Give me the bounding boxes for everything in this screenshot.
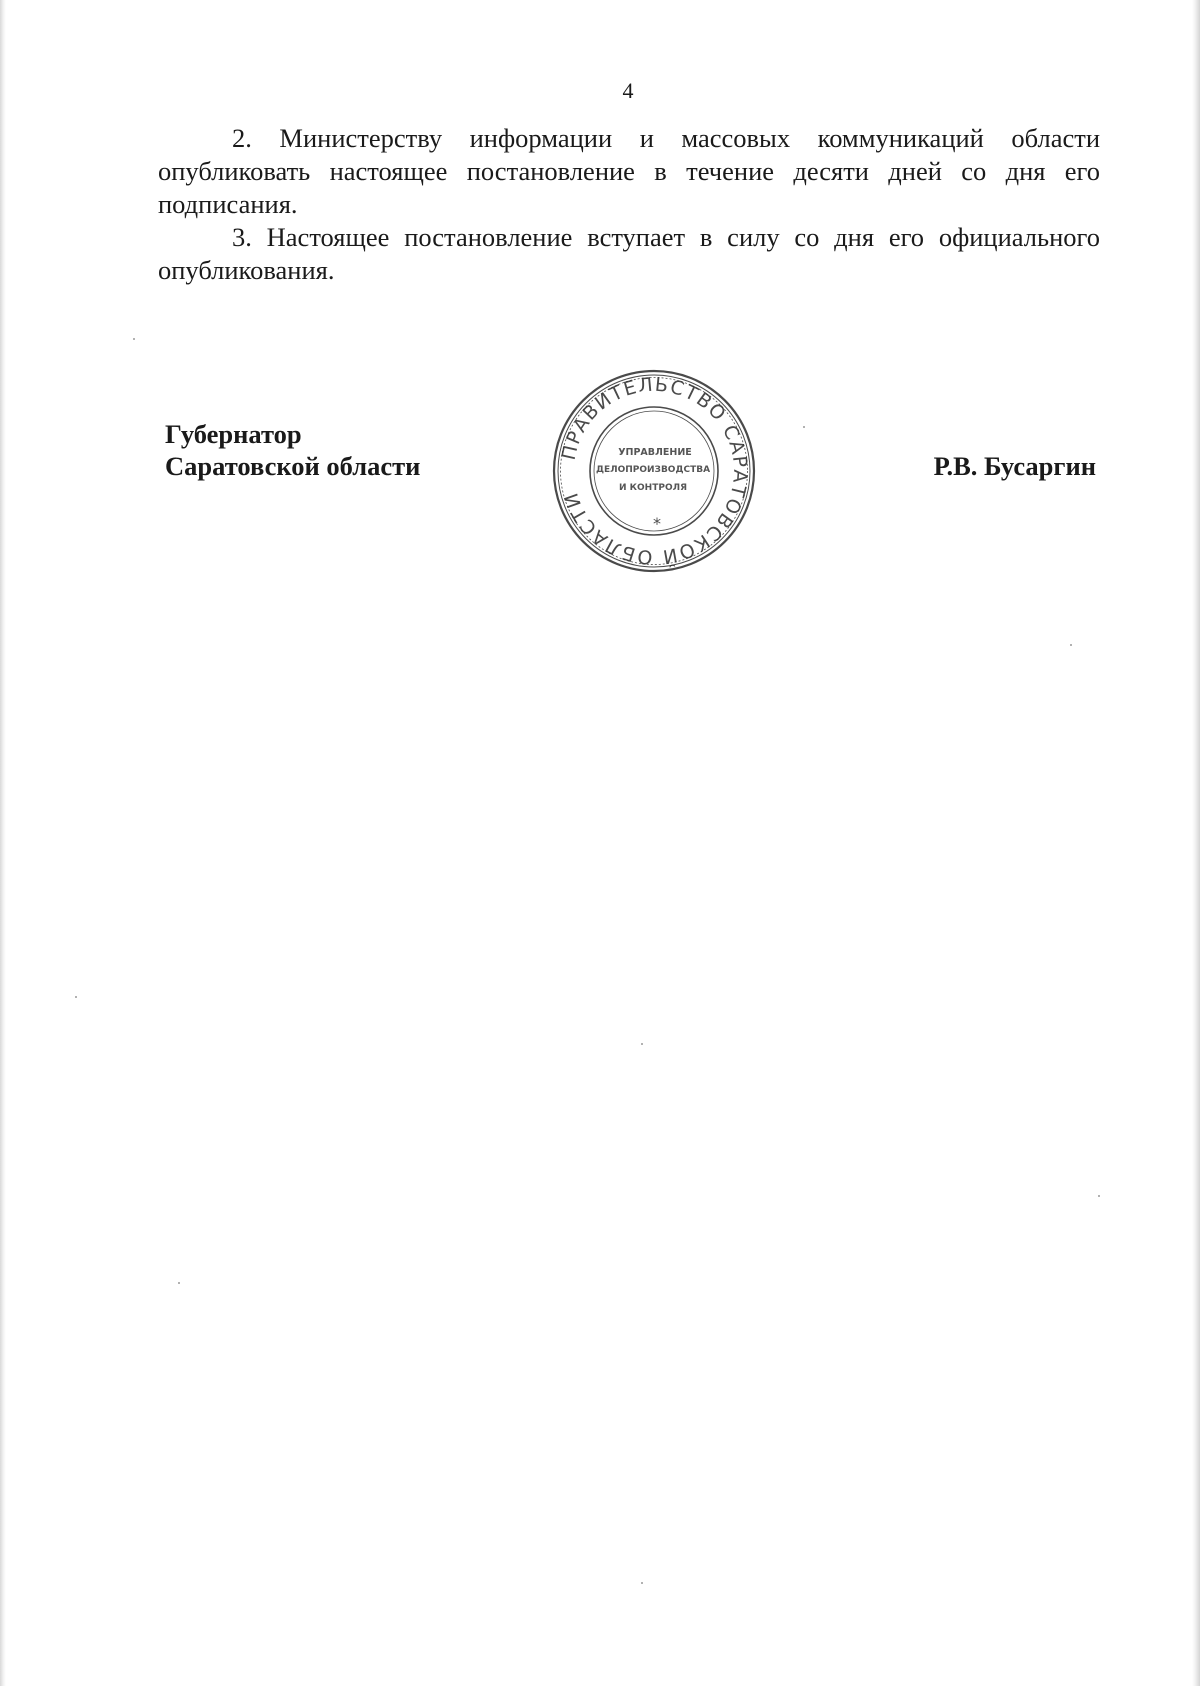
scan-speck xyxy=(641,1582,643,1584)
scan-speck xyxy=(803,426,805,428)
scan-edge-right xyxy=(1192,0,1200,1686)
signatory-position-line2: Саратовской области xyxy=(165,451,421,481)
scan-edge-left xyxy=(0,0,6,1686)
signatory-position-line1: Губернатор xyxy=(165,419,302,449)
seal-inner-line3: И КОНТРОЛЯ xyxy=(619,483,687,493)
seal-graphic xyxy=(549,366,759,576)
document-body xyxy=(158,122,1100,287)
scan-speck xyxy=(133,338,135,340)
signatory-name: Р.В. Бусаргин xyxy=(933,451,1096,481)
scan-speck xyxy=(1070,644,1072,646)
official-seal xyxy=(549,366,759,576)
scan-speck xyxy=(641,1043,643,1045)
scan-speck xyxy=(178,1282,180,1284)
seal-asterisk: * xyxy=(653,514,661,533)
signatory-position xyxy=(165,418,420,482)
seal-inner-line1: УПРАВЛЕНИЕ xyxy=(618,447,692,458)
seal-inner-line2: ДЕЛОПРОИЗВОДСТВА xyxy=(595,465,711,475)
seal-outer-text: ПРАВИТЕЛЬСТВО САРАТОВСКОЙ ОБЛАСТИ xyxy=(557,373,752,569)
page-number: 4 xyxy=(622,78,634,103)
scan-speck xyxy=(75,996,77,998)
scan-speck xyxy=(1098,1195,1100,1197)
paragraph-2: 2. Министерству информации и массовых коммуникаций области опубликовать настоящее постановление в течение десяти дней со дня его подписания. xyxy=(158,123,1100,219)
paragraph-3: 3. Настоящее постановление вступает в силу со дня его официального опубликования. xyxy=(158,222,1100,285)
